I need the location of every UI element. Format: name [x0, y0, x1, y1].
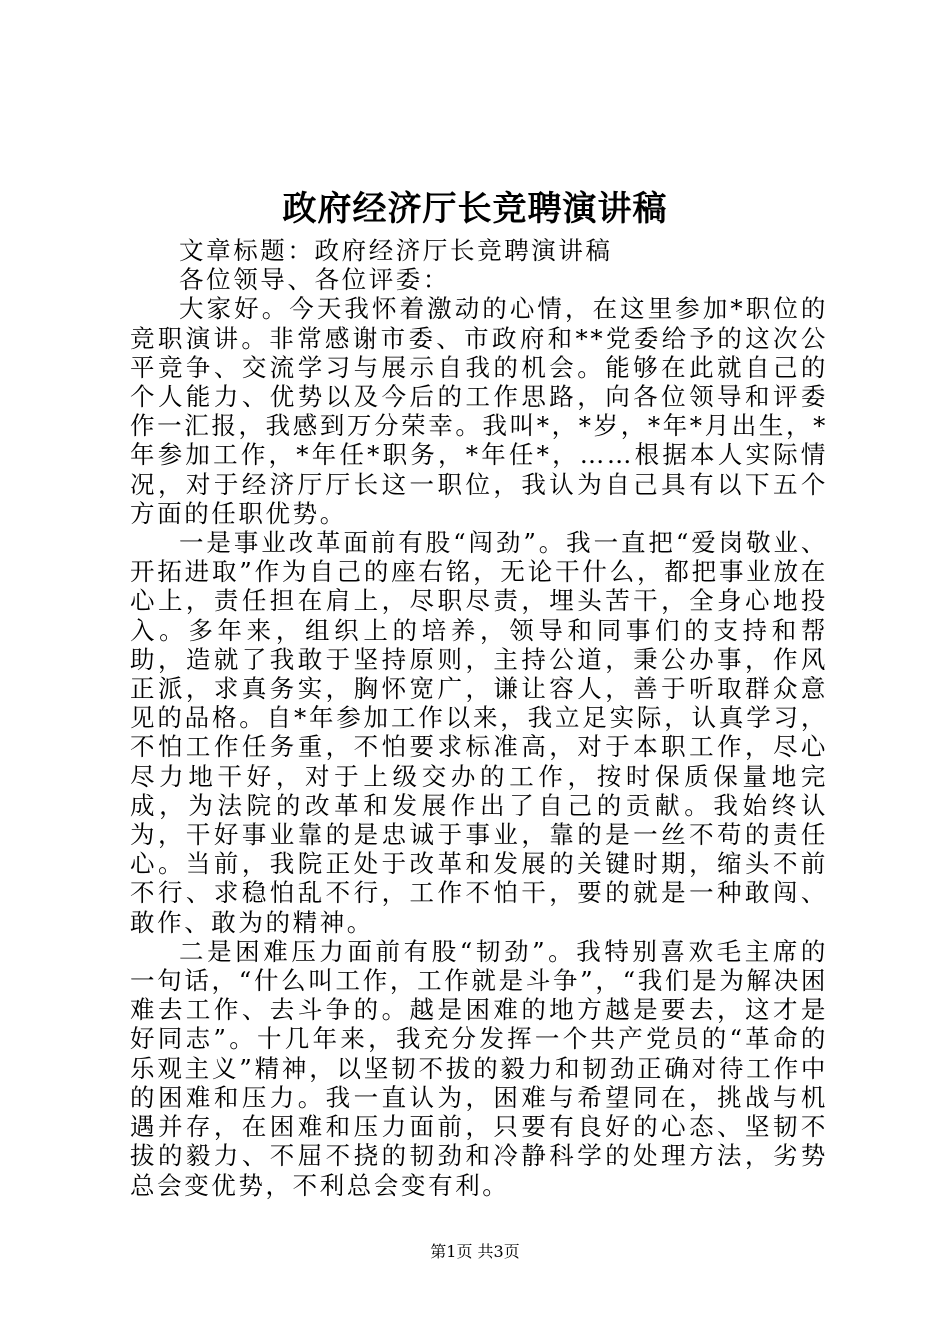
document-body [130, 236, 828, 1200]
article-title-line: 文章标题：政府经济厅长竞聘演讲稿 [179, 236, 613, 265]
paragraph-point-two: 二是困难压力面前有股“韧劲”。我特别喜欢毛主席的一句话，“什么叫工作，工作就是斗争”，“我们是为解决困难去工作、去斗争的。越是困难的地方越是要去，这才是好同志”。十几年来，我充分发挥一个共产党员的“革命的乐观主义”精神，以坚韧不拔的毅力和韧劲正确对待工作中的困难和压力。我一直认为，困难与希望同在，挑战与机遇并存，在困难和压力面前，只要有良好的心态、坚韧不拔的毅力、不屈不挠的韧劲和冷静科学的处理方法，劣势总会变优势，不利总会变有利。 [130, 936, 828, 1200]
page-footer [0, 1240, 950, 1264]
salutation: 各位领导、各位评委： [179, 265, 450, 295]
document-title: 政府经济厅长竞聘演讲稿 [282, 189, 668, 229]
paragraph-intro: 大家好。今天我怀着激动的心情，在这里参加*职位的竞职演讲。非常感谢市委、市政府和**党委给予的这次公平竞争、交流学习与展示自我的机会。能够在此就自己的个人能力、优势以及今后的工作思路，向各位领导和评委作一汇报，我感到万分荣幸。我叫*，*岁，*年*月出生，*年参加工作，*年任*职务，*年任*，……根据本人实际情况，对于经济厅厅长这一职位，我认为自己具有以下五个方面的任职优势。 [130, 294, 828, 528]
paragraph-point-one: 一是事业改革面前有股“闯劲”。我一直把“爱岗敬业、开拓进取”作为自己的座右铭，无论干什么，都把事业放在心上，责任担在肩上，尽职尽责，埋头苦干，全身心地投入。多年来，组织上的培养，领导和同事们的支持和帮助，造就了我敢于坚持原则，主持公道，秉公办事，作风正派，求真务实，胸怀宽广，谦让容人，善于听取群众意见的品格。自*年参加工作以来，我立足实际，认真学习，不怕工作任务重，不怕要求标准高，对于本职工作，尽心尽力地干好，对于上级交办的工作，按时保质保量地完成，为法院的改革和发展作出了自己的贡献。我始终认为，干好事业靠的是忠诚于事业，靠的是一丝不苟的责任心。当前，我院正处于改革和发展的关键时期，缩头不前不行、求稳怕乱不行，工作不怕干，要的就是一种敢闯、敢作、敢为的精神。 [130, 528, 828, 937]
page-number: 第1页 共3页 [430, 1242, 520, 1261]
